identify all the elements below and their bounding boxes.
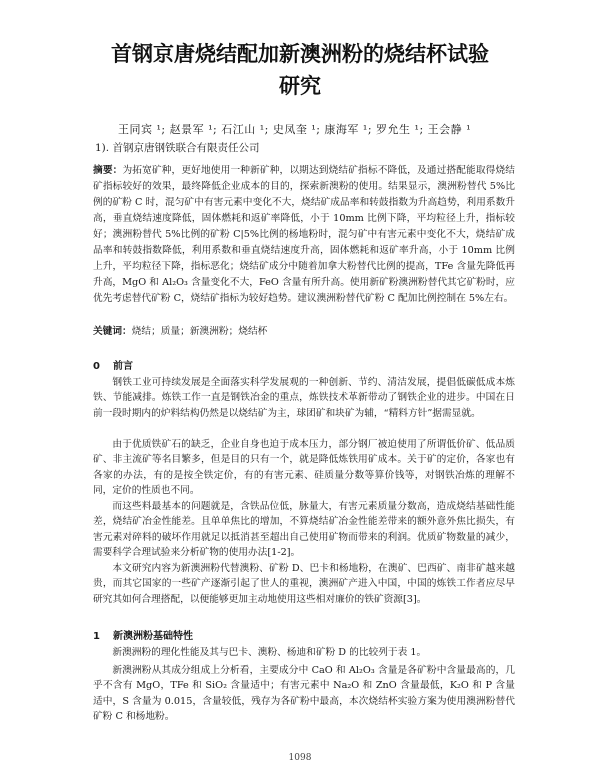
- keywords-label: 关键词：: [93, 326, 132, 337]
- section-heading-1: [93, 627, 193, 642]
- section1-paragraph-1: 新澳洲粉的理化性能及其与巴卡、澳粉、杨迪和矿粉 D 的比较列于表 1。: [112, 647, 427, 658]
- affiliation: 1). 首钢京唐钢铁联合有限责任公司: [95, 142, 260, 154]
- title-line-2: 研究: [279, 74, 321, 98]
- section-number: 0: [93, 361, 100, 372]
- intro-paragraph-1: 钢铁工业可持续发展是全面落实科学发展观的一种创新、节约、清洁发展，提倡低碳低成本炼铁、节能减排。炼铁工作一直是钢铁冶金的重点，炼铁技术革新带动了钢铁企业的进步。中国在日前一段时期内的炉料结构仍然是以烧结矿为主，球团矿和块矿为辅，“精料方针”据需显就。: [93, 377, 515, 419]
- author-list: 王同宾 ¹; 赵景军 ¹; 石江山 ¹; 史凤奎 ¹; 康海军 ¹; 罗允生 ¹; 王会静 ¹: [118, 123, 472, 136]
- intro-paragraph-4: 本文研究内容为新澳洲粉代替澳粉、矿粉 D、巴卡和杨地粉，在澳矿、巴西矿、南非矿越来越贵，而其它国家的一些矿产逐渐引起了世人的重视，澳洲矿产进入中国，中国的炼铁工作者应尽早研究其如何合理搭配，以便能够更加主动地使用这些相对廉价的铁矿资源[3]。: [93, 563, 515, 605]
- paper-title: [40, 38, 560, 102]
- intro-paragraph-3: 而这些料最基本的问题就是，含铁品位低，脉量大，有害元素质量分数高，造成烧结基础性能差，烧结矿冶金性能差。且单单焦比的增加，不算烧结矿冶金性能差带来的额外意外焦比损失，有害元素对碎料的破坏作用就足以抵消甚至超出自己使用矿物而带来的利润。优质矿物数量的减少，需要科学合理试验来分析矿物的使用办法[1-2]。: [93, 501, 515, 559]
- title-line-1: 首钢京唐烧结配加新澳洲粉的烧结杯试验: [111, 42, 489, 66]
- intro-paragraph-2: 由于优质铁矿石的缺乏，企业自身也迫于成本压力，部分钢厂被迫使用了所谓低价矿、低品质矿、非主流矿等名目繁多，但是目的只有一个，就是降低炼铁用矿成本。关于矿的定价，各家也有各家的办法，有的是按全铁定价，有的有害元素、硅质量分数等算价钱等，对钢铁冶炼的理解不同，定价的性质也不同。: [93, 439, 515, 497]
- keywords-text: 烧结；质量；新澳洲粉；烧结杯: [131, 326, 268, 337]
- section-number: 1: [93, 631, 100, 642]
- page-number: 1098: [288, 753, 312, 763]
- section-title: 前言: [113, 361, 133, 372]
- section-title: 新澳洲粉基础特性: [113, 631, 193, 642]
- section-heading-intro: [93, 357, 133, 372]
- abstract-text: 为拓宽矿种，更好地使用一种新矿种，以期达到烧结矿指标不降低，及通过搭配能取得烧结矿指标较好的效果，最终降低企业成本的目的，探索新澳粉的使用。结果显示，澳洲粉替代 5%比例的矿粉 C 时，混匀矿中有害元素中变化不大，烧结矿成品率和转鼓指数为升高趋势，利用系数升高，垂直烧结速度降低，固体燃耗和返矿率降低，小于 10mm 比例下降，平均粒径上升，指标较好；澳洲粉替代 5%比例的矿粉 C|5%比例的杨地粉时，混匀矿中有害元素中变化不大，烧结矿成品率和转鼓指数降低，利用系数和垂直烧结速度升高，固体燃耗和返矿率升高，小于 10mm 比例上升，平均粒径下降，指标恶化；烧结矿成分中随着加拿大粉替代比例的提高，TFe 含量先降低再升高，MgO 和 Al₂O₃ 含量变化不大，FeO 含量有所升高。使用新矿粉澳洲粉替代其它矿粉时，应优先考虑替代矿粉 C，烧结矿指标为较好趋势。建议澳洲粉替代矿粉 C 配加比例控制在 5%左右。: [93, 165, 515, 304]
- section1-paragraph-2: 新澳洲粉从其成分组成上分析看，主要成分中 CaO 和 Al₂O₃ 含量是各矿粉中含量最高的，几乎不含有 MgO，TFe 和 SiO₂ 含量适中；有害元素中 Na₂O 和 ZnO 含量最低，K₂O 和 P 含量适中，S 含量为 0.015，含量较低，残存为各矿粉中最高，本次烧结杯实验方案为使用澳洲粉替代矿粉 C 和杨地粉。: [93, 665, 515, 723]
- abstract: [93, 163, 515, 307]
- keywords: [93, 324, 515, 340]
- abstract-label: 摘要：: [93, 165, 123, 176]
